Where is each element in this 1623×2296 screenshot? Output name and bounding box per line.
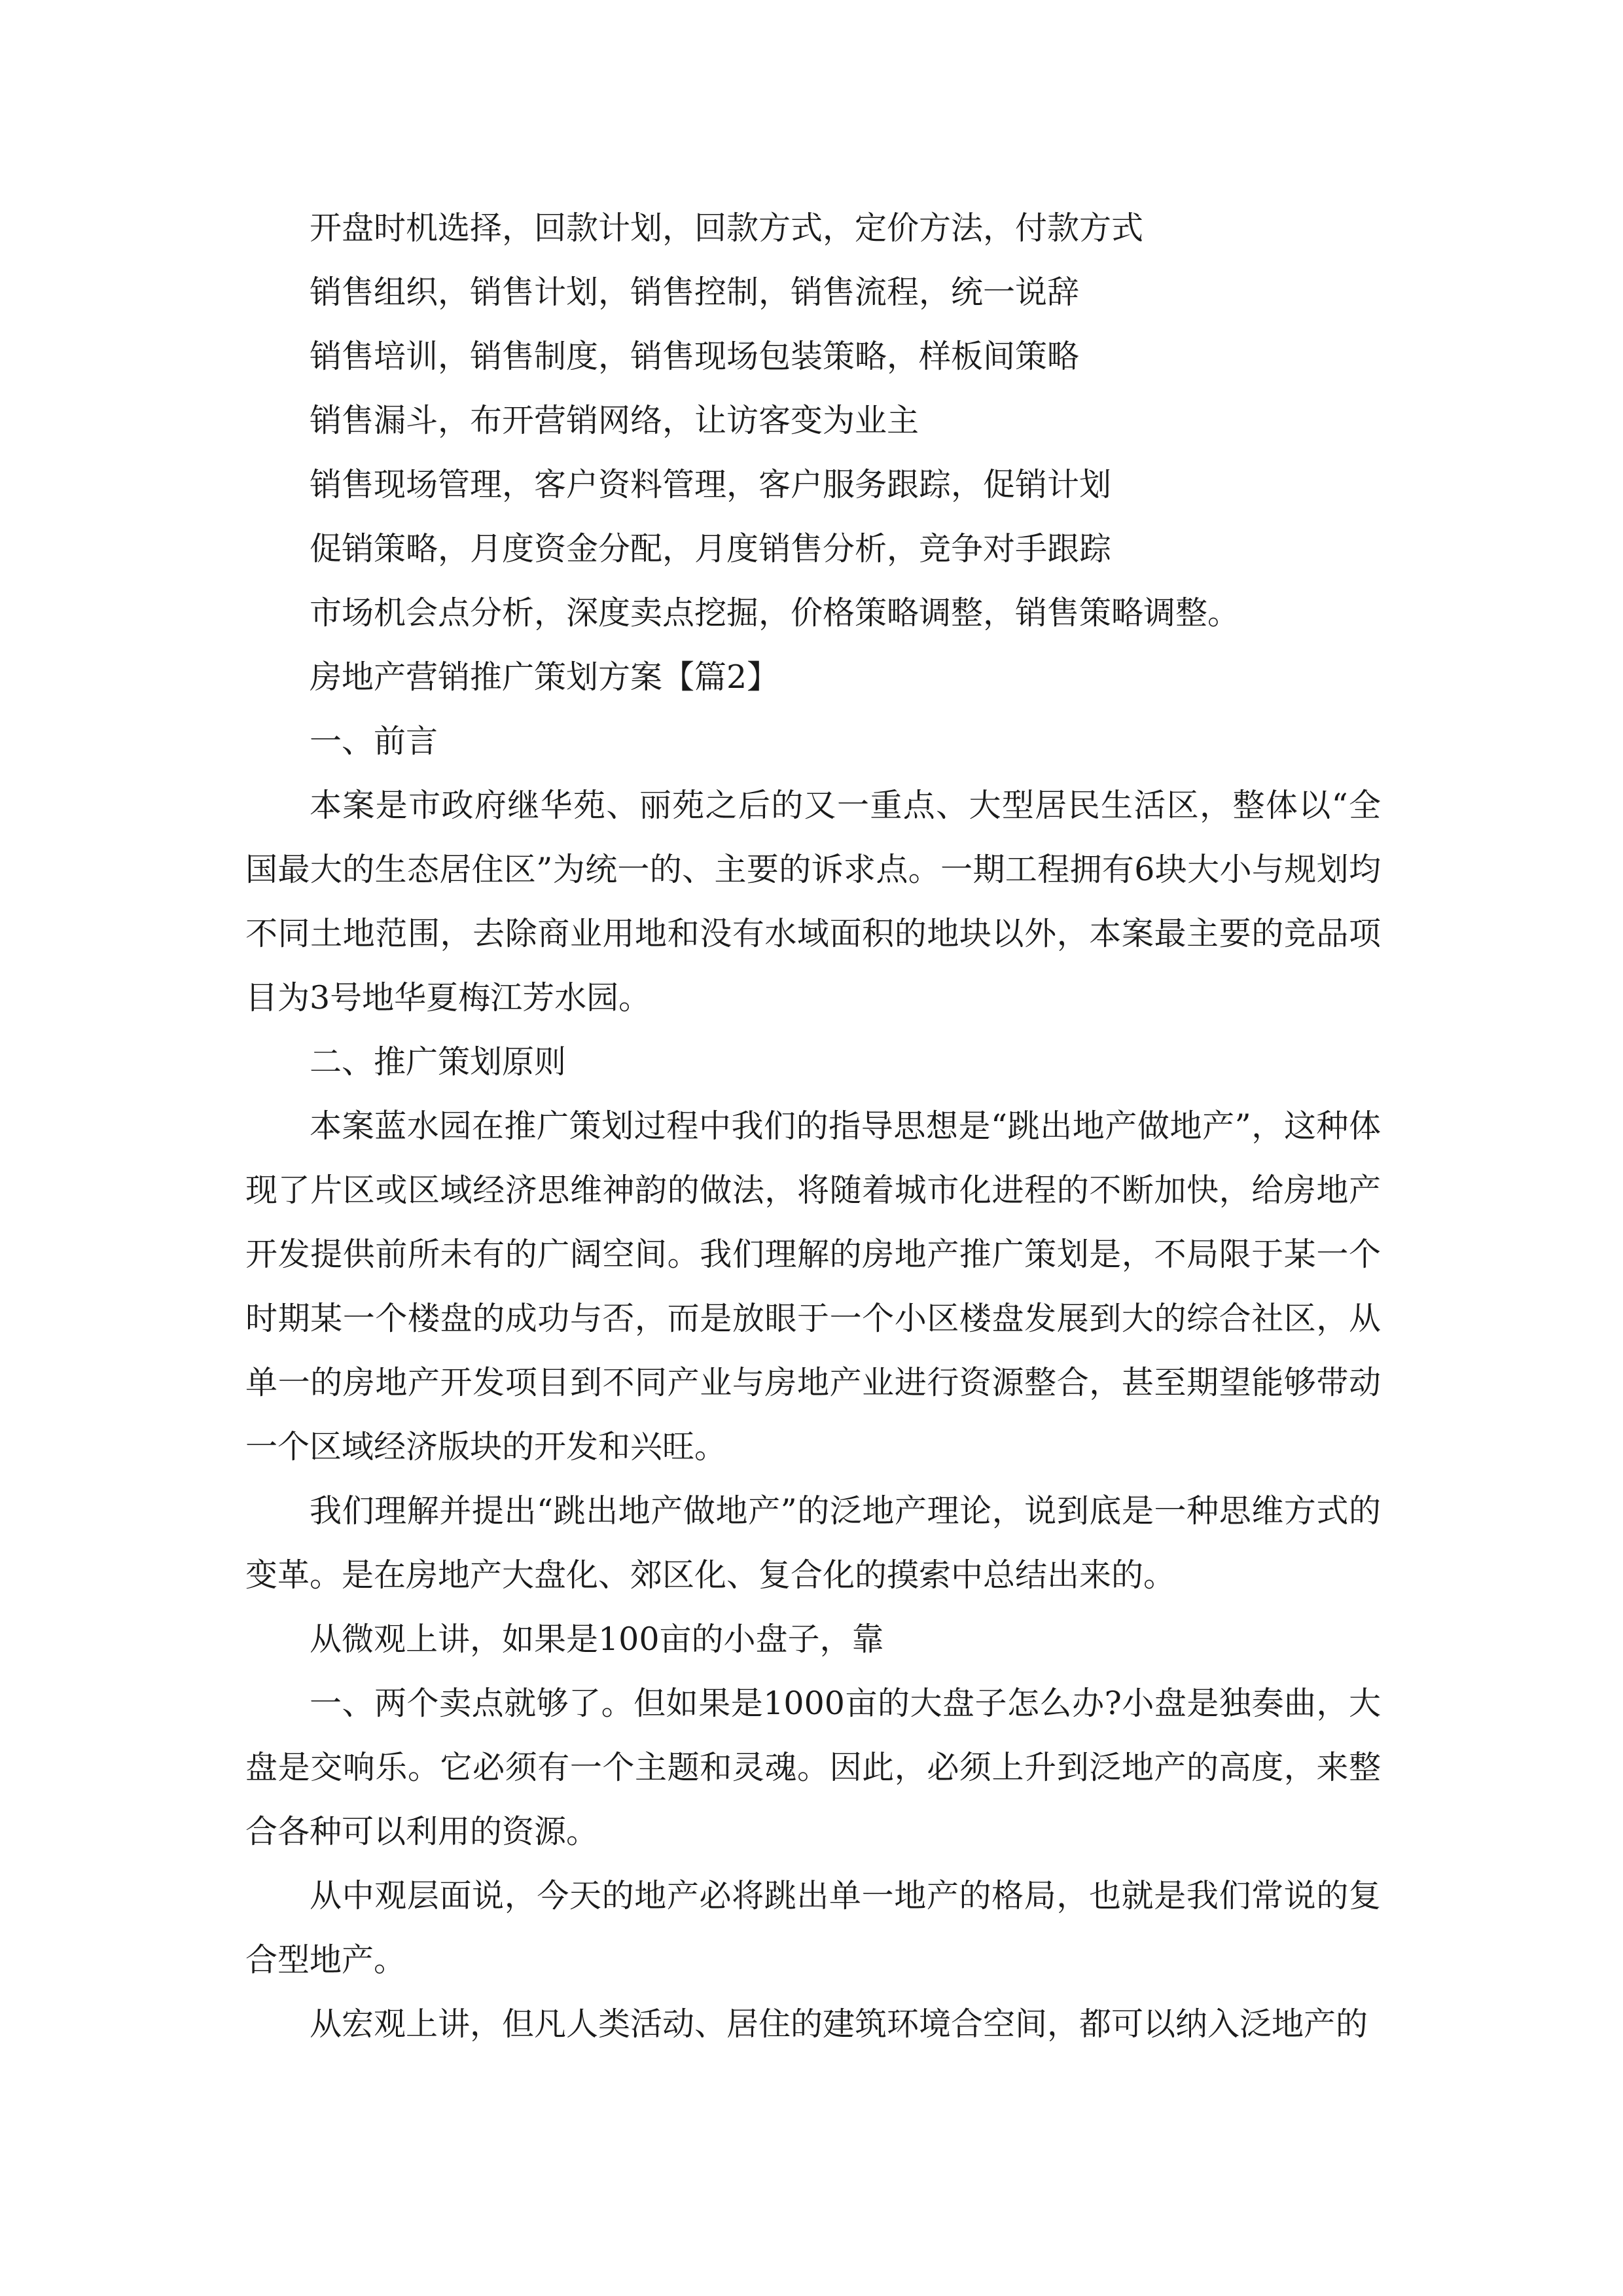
- section-title: 房地产营销推广策划方案【篇2】: [310, 658, 779, 696]
- paragraph: 本案是市政府继华苑、丽苑之后的又一重点、大型居民生活区，整体以“全国最大的生态居住区”为统一的、主要的诉求点。一期工程拥有6块大小与规划均不同土地范围，去除商业用地和没有水域面积的地块以外，本案最主要的竞品项目为3号地华夏梅江芳水园。: [245, 787, 1381, 1016]
- section-heading: 二、推广策划原则: [310, 1043, 567, 1081]
- text-line: 销售组织，销售计划，销售控制，销售流程，统一说辞: [310, 274, 1080, 311]
- document-body: [245, 196, 1381, 2056]
- paragraph: 从微观上讲，如果是100亩的小盘子，靠: [310, 1621, 884, 1658]
- text-line: 开盘时机选择，回款计划，回款方式，定价方法，付款方式: [310, 209, 1144, 247]
- section-heading: 一、前言: [310, 723, 438, 760]
- paragraph: 一、两个卖点就够了。但如果是1000亩的大盘子怎么办?小盘是独奏曲，大盘是交响乐。它必须有一个主题和灵魂。因此，必须上升到泛地产的高度，来整合各种可以利用的资源。: [245, 1685, 1381, 1850]
- text-line: 销售漏斗，布开营销网络，让访客变为业主: [310, 402, 919, 439]
- paragraph: 从中观层面说，今天的地产必将跳出单一地产的格局，也就是我们常说的复合型地产。: [245, 1877, 1381, 1979]
- paragraph: 从宏观上讲，但凡人类活动、居住的建筑环境合空间，都可以纳入泛地产的: [310, 2005, 1368, 2043]
- paragraph: 我们理解并提出“跳出地产做地产”的泛地产理论，说到底是一种思维方式的变革。是在房地产大盘化、郊区化、复合化的摸索中总结出来的。: [245, 1492, 1381, 1594]
- text-line: 销售培训，销售制度，销售现场包装策略，样板间策略: [310, 338, 1080, 375]
- paragraph: 本案蓝水园在推广策划过程中我们的指导思想是“跳出地产做地产”，这种体现了片区或区域经济思维神韵的做法，将随着城市化进程的不断加快，给房地产开发提供前所未有的广阔空间。我们理解的房地产推广策划是，不局限于某一个时期某一个楼盘的成功与否，而是放眼于一个小区楼盘发展到大的综合社区，从单一的房地产开发项目到不同产业与房地产业进行资源整合，甚至期望能够带动一个区域经济版块的开发和兴旺。: [245, 1107, 1381, 1465]
- text-line: 促销策略，月度资金分配，月度销售分析，竞争对手跟踪: [310, 530, 1112, 567]
- text-line: 市场机会点分析，深度卖点挖掘，价格策略调整，销售策略调整。: [310, 594, 1240, 632]
- text-line: 销售现场管理，客户资料管理，客户服务跟踪，促销计划: [310, 466, 1112, 503]
